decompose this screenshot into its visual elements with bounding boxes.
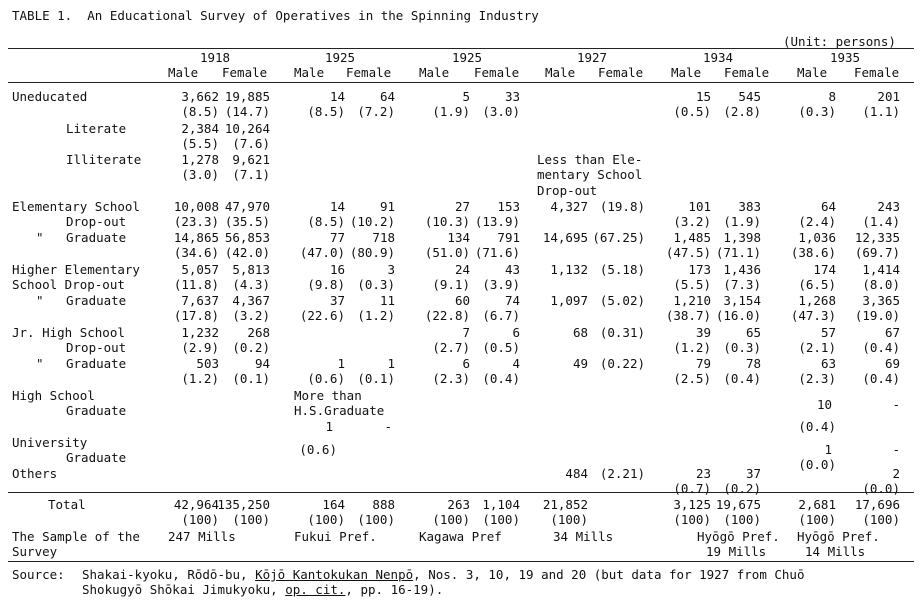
male-header: Male: [797, 65, 828, 80]
table-cell-pct: (100): [723, 512, 761, 527]
table-cell: (19.0): [854, 308, 900, 323]
male-header: Male: [294, 65, 325, 80]
table-cell: (38.6): [790, 245, 836, 260]
male-header: Male: [419, 65, 450, 80]
table-cell: (14.7): [224, 104, 270, 119]
table-cell: (8.0): [862, 277, 900, 292]
table-cell: 1: [337, 356, 345, 371]
table-cell: 78: [745, 356, 761, 371]
table-cell-pct: (100): [673, 512, 711, 527]
table-cell: 64: [379, 89, 395, 104]
table-cell: (69.7): [854, 245, 900, 260]
note-more: H.S.Graduate: [294, 403, 385, 418]
table-cell: (6.7): [482, 308, 520, 323]
table-cell: (2.21): [599, 466, 645, 481]
table-cell: (9.1): [432, 277, 470, 292]
table-title: TABLE 1. An Educational Survey of Operatives in the Spinning Industry: [12, 8, 539, 23]
table-cell: 77: [329, 230, 345, 245]
table-cell: (0.3): [357, 277, 395, 292]
table-cell: (19.8): [599, 199, 645, 214]
year-header: 1925: [324, 50, 356, 65]
table-cell: 42,964: [173, 497, 219, 512]
table-cell: 7: [462, 325, 470, 340]
table-cell: 14,695: [542, 230, 588, 245]
table-cell: 6: [462, 356, 470, 371]
table-cell: (2.1): [798, 340, 836, 355]
table-cell: (42.0): [224, 245, 270, 260]
table-cell: (9.8): [307, 277, 345, 292]
table-cell: (7.3): [723, 277, 761, 292]
table-cell: 3,662: [181, 89, 219, 104]
table-cell: (47.3): [790, 308, 836, 323]
table-cell: 43: [504, 262, 520, 277]
table-cell: (2.8): [723, 104, 761, 119]
table-cell: 135,250: [217, 497, 270, 512]
table-cell: 791: [497, 230, 520, 245]
female-header: Female: [474, 65, 520, 80]
table-cell: (0.3): [798, 104, 836, 119]
table-cell: 74: [504, 293, 520, 308]
table-cell: 503: [196, 356, 219, 371]
table-cell: 14,865: [173, 230, 219, 245]
table-cell: 2,384: [181, 121, 219, 136]
table-cell: 10,008: [173, 199, 219, 214]
table-cell: 173: [688, 262, 711, 277]
table-cell: 3,125: [673, 497, 711, 512]
female-header: Female: [222, 65, 268, 80]
row-label-illiterate: Illiterate: [66, 152, 142, 167]
sample-cell: 34 Mills: [553, 529, 614, 544]
table-cell: (2.9): [181, 340, 219, 355]
table-cell: 174: [813, 262, 836, 277]
table-cell: (5.18): [599, 262, 645, 277]
table-cell: (0.2): [232, 340, 270, 355]
sample-cell: Fukui Pref.: [294, 529, 377, 544]
row-label-ditto: ": [36, 356, 44, 371]
bottom-rule: [8, 561, 914, 562]
table-cell: (10.3): [424, 214, 470, 229]
unit-note: (Unit: persons): [783, 34, 896, 49]
note-less: mentary School: [537, 167, 643, 182]
table-cell: 2,681: [798, 497, 836, 512]
table-cell: (1.2): [357, 308, 395, 323]
row-label-dropout: Drop-out: [66, 214, 127, 229]
table-cell: (0.4): [482, 371, 520, 386]
table-cell: 3,154: [723, 293, 761, 308]
table-cell: (1.2): [673, 340, 711, 355]
table-cell: (0.31): [599, 325, 645, 340]
table-cell: (7.6): [232, 136, 270, 151]
table-cell: 268: [247, 325, 270, 340]
table-cell: (0.4): [723, 371, 761, 386]
table-cell: 19,675: [715, 497, 761, 512]
table-cell-pct: (100): [482, 512, 520, 527]
sample-cell: 14 Mills: [805, 544, 866, 559]
table-cell: (0.0): [862, 481, 900, 496]
table-cell: (1.9): [723, 214, 761, 229]
table-cell: (2.3): [798, 371, 836, 386]
table-cell: 263: [447, 497, 470, 512]
table-cell: (23.3): [173, 214, 219, 229]
row-label-uneducated: Uneducated: [12, 89, 88, 104]
table-cell: (16.0): [715, 308, 761, 323]
sample-cell: Hyōgō Pref.: [697, 529, 780, 544]
table-cell: 101: [688, 199, 711, 214]
table-cell-pct: (100): [798, 512, 836, 527]
table-cell: 545: [738, 89, 761, 104]
table-cell: 56,853: [224, 230, 270, 245]
table-cell: 1,278: [181, 152, 219, 167]
year-header: 1927: [576, 50, 608, 65]
table-cell: 57: [820, 325, 836, 340]
table-cell: 1,414: [862, 262, 900, 277]
table-cell: (2.5): [673, 371, 711, 386]
table-cell: 15: [695, 89, 711, 104]
table-cell: (80.9): [349, 245, 395, 260]
table-cell: (51.0): [424, 245, 470, 260]
table-cell: 10,264: [224, 121, 270, 136]
table-cell: (47.0): [299, 245, 345, 260]
table-cell: 243: [877, 199, 900, 214]
table-cell: (3.9): [482, 277, 520, 292]
table-cell: (0.22): [599, 356, 645, 371]
table-cell: 23: [695, 466, 711, 481]
table-cell: 6: [512, 325, 520, 340]
year-header: 1925: [451, 50, 483, 65]
row-label-dropout: Drop-out: [66, 340, 127, 355]
table-cell: 10: [816, 397, 832, 412]
table-cell: 16: [329, 262, 345, 277]
table-cell: 39: [695, 325, 711, 340]
row-label-graduate: Graduate: [66, 403, 127, 418]
table-cell: 69: [884, 356, 900, 371]
table-cell: (0.7): [673, 481, 711, 496]
table-cell: (0.6): [299, 442, 337, 457]
row-label-literate: Literate: [66, 121, 127, 136]
table-cell: 5,813: [232, 262, 270, 277]
table-cell: (71.1): [715, 245, 761, 260]
table-cell: 3: [387, 262, 395, 277]
table-cell: (2.3): [432, 371, 470, 386]
row-label-elementary: Elementary School: [12, 199, 140, 214]
table-cell: 12,335: [854, 230, 900, 245]
note-more: More than: [294, 388, 362, 403]
table-cell: 1: [325, 419, 333, 434]
table-cell: 1: [387, 356, 395, 371]
table-cell: (35.5): [224, 214, 270, 229]
row-label-total: Total: [48, 497, 86, 512]
table-cell: 153: [497, 199, 520, 214]
table-cell: 1,132: [550, 262, 588, 277]
source-line-1: [82, 567, 804, 582]
table-cell: (2.7): [432, 340, 470, 355]
table-cell: 4: [512, 356, 520, 371]
table-cell: 1,398: [723, 230, 761, 245]
table-cell: 11: [379, 293, 395, 308]
table-cell: (0.5): [482, 340, 520, 355]
year-header: 1934: [702, 50, 734, 65]
table-cell: 37: [745, 466, 761, 481]
table-cell: (3.2): [673, 214, 711, 229]
table-cell-pct: (100): [232, 512, 270, 527]
male-header: Male: [168, 65, 199, 80]
female-header: Female: [346, 65, 392, 80]
table-cell: -: [892, 442, 900, 457]
table-cell: 63: [820, 356, 836, 371]
table-cell: (2.4): [798, 214, 836, 229]
table-cell: 65: [745, 325, 761, 340]
table-cell-pct: (100): [307, 512, 345, 527]
table-cell: 718: [372, 230, 395, 245]
table-cell: (3.0): [181, 167, 219, 182]
total-rule: [8, 492, 914, 493]
table-cell: 14: [329, 89, 345, 104]
table-cell: 64: [820, 199, 836, 214]
table-cell: 91: [379, 199, 395, 214]
table-cell: 164: [322, 497, 345, 512]
sample-cell: 19 Mills: [706, 544, 767, 559]
table-cell: (5.5): [181, 136, 219, 151]
table-cell: (0.4): [798, 419, 836, 434]
source-text: Shokugyō Shōkai Jimukyoku,: [82, 582, 286, 597]
table-cell: (0.1): [357, 371, 395, 386]
year-header: 1918: [199, 50, 231, 65]
note-less: Drop-out: [537, 183, 598, 198]
table-cell: 49: [572, 356, 588, 371]
top-rule: [8, 48, 914, 49]
header-rule: [8, 82, 914, 83]
row-label-univ: University: [12, 435, 88, 450]
table-cell: (22.6): [299, 308, 345, 323]
row-label-others: Others: [12, 466, 58, 481]
table-cell: -: [384, 419, 392, 434]
table-cell: (67.25): [592, 230, 645, 245]
table-cell: 1,097: [550, 293, 588, 308]
table-cell: 68: [572, 325, 588, 340]
table-cell: (5.5): [673, 277, 711, 292]
table-cell: (0.0): [798, 457, 836, 472]
table-cell: 134: [447, 230, 470, 245]
table-cell: 67: [884, 325, 900, 340]
source-line-2: [82, 582, 443, 597]
table-cell: (17.8): [173, 308, 219, 323]
table-cell-pct: (100): [862, 512, 900, 527]
table-cell: 1,036: [798, 230, 836, 245]
year-header: 1935: [829, 50, 861, 65]
table-cell: 9,621: [232, 152, 270, 167]
source-text: Shakai-kyoku, Rōdō-bu,: [82, 567, 256, 582]
sample-cell: Hyōgō Pref.: [797, 529, 880, 544]
source-cite: op. cit.: [285, 582, 346, 597]
table-cell: 8: [828, 89, 836, 104]
row-label-graduate: Graduate: [66, 293, 127, 308]
table-cell: 79: [695, 356, 711, 371]
row-label-ditto: ": [36, 230, 44, 245]
note-less: Less than Ele-: [537, 152, 643, 167]
sample-cell: Kagawa Pref: [419, 529, 502, 544]
table-cell: 383: [738, 199, 761, 214]
table-cell: 1,485: [673, 230, 711, 245]
table-cell-pct: (100): [357, 512, 395, 527]
table-cell: 1,210: [673, 293, 711, 308]
row-label-graduate: Graduate: [66, 356, 127, 371]
row-label-higher: Higher Elementary: [12, 262, 140, 277]
table-cell: 19,885: [224, 89, 270, 104]
table-cell: 47,970: [224, 199, 270, 214]
table-cell: 21,852: [542, 497, 588, 512]
table-cell: 94: [254, 356, 270, 371]
table-cell-pct: (100): [432, 512, 470, 527]
table-cell: 1,436: [723, 262, 761, 277]
table-cell-pct: (100): [550, 512, 588, 527]
table-cell: 37: [329, 293, 345, 308]
female-header: Female: [598, 65, 644, 80]
row-label-graduate: Graduate: [66, 230, 127, 245]
table-cell: (22.8): [424, 308, 470, 323]
table-cell: 4,367: [232, 293, 270, 308]
table-cell: 27: [454, 199, 470, 214]
female-header: Female: [724, 65, 770, 80]
table-cell: 1,232: [181, 325, 219, 340]
table-cell: (0.6): [307, 371, 345, 386]
table-cell: -: [892, 397, 900, 412]
table-cell: 24: [454, 262, 470, 277]
table-cell: 484: [565, 466, 588, 481]
table-cell: 7,637: [181, 293, 219, 308]
row-label-sample-2: Survey: [12, 544, 58, 559]
table-cell: (3.0): [482, 104, 520, 119]
table-cell: (0.2): [723, 481, 761, 496]
table-cell: 1,268: [798, 293, 836, 308]
table-cell: (13.9): [474, 214, 520, 229]
male-header: Male: [671, 65, 702, 80]
table-cell: (38.7): [665, 308, 711, 323]
row-label-jr: Jr. High School: [12, 325, 125, 340]
table-cell: (34.6): [173, 245, 219, 260]
table-cell: 2: [892, 466, 900, 481]
table-cell: 14: [329, 199, 345, 214]
table-cell: (0.4): [862, 371, 900, 386]
table-cell: (8.5): [307, 214, 345, 229]
table-cell: 17,696: [854, 497, 900, 512]
sample-cell: 247 Mills: [168, 529, 236, 544]
table-cell: 60: [454, 293, 470, 308]
source-text: , pp. 16-19).: [345, 582, 444, 597]
table-cell: 3,365: [862, 293, 900, 308]
table-cell: 888: [372, 497, 395, 512]
table-cell: (1.4): [862, 214, 900, 229]
female-header: Female: [854, 65, 900, 80]
table-cell: 5,057: [181, 262, 219, 277]
table-cell: (0.4): [862, 340, 900, 355]
table-cell: 1,104: [482, 497, 520, 512]
table-cell: (8.5): [307, 104, 345, 119]
table-cell: (10.2): [349, 214, 395, 229]
table-cell: 5: [462, 89, 470, 104]
source-text: , Nos. 3, 10, 19 and 20 (but data for 1927 from Chuō: [413, 567, 805, 582]
table-cell: (4.3): [232, 277, 270, 292]
table-cell: (7.2): [357, 104, 395, 119]
table-cell: (0.5): [673, 104, 711, 119]
row-label-graduate: Graduate: [66, 450, 127, 465]
table-cell: (1.2): [181, 371, 219, 386]
table-cell: (0.1): [232, 371, 270, 386]
source-title: Kōjō Kantokukan Nenpō: [255, 567, 414, 582]
table-cell: 1: [824, 442, 832, 457]
source-label: Source:: [12, 567, 65, 582]
table-cell: (7.1): [232, 167, 270, 182]
row-label-ditto: ": [36, 293, 44, 308]
table-cell: 4,327: [550, 199, 588, 214]
table-cell: (6.5): [798, 277, 836, 292]
table-cell: (1.1): [862, 104, 900, 119]
table-cell: 201: [877, 89, 900, 104]
table-cell: 33: [504, 89, 520, 104]
table-cell: (8.5): [181, 104, 219, 119]
table-cell: (11.8): [173, 277, 219, 292]
male-header: Male: [545, 65, 576, 80]
row-label-sample: The Sample of the: [12, 529, 140, 544]
table-cell: (47.5): [665, 245, 711, 260]
table-cell-pct: (100): [181, 512, 219, 527]
row-label-hs: High School: [12, 388, 95, 403]
table-cell: (71.6): [474, 245, 520, 260]
table-cell: (5.02): [599, 293, 645, 308]
table-cell: (3.2): [232, 308, 270, 323]
table-cell: (0.3): [723, 340, 761, 355]
row-label-higher-2: School Drop-out: [12, 277, 125, 292]
table-cell: (1.9): [432, 104, 470, 119]
